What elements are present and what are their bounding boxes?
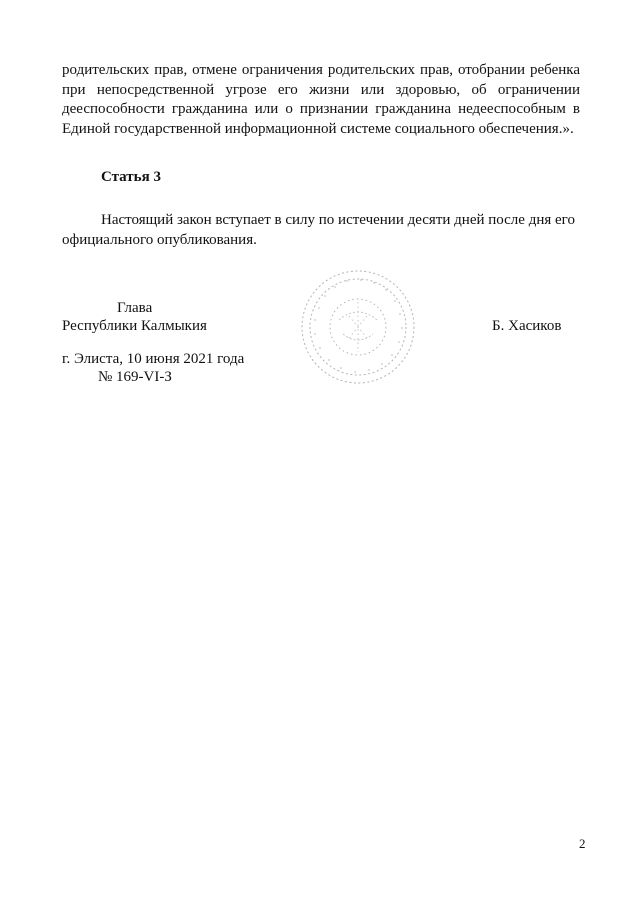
article-title: Статья 3 bbox=[101, 169, 161, 185]
article-body bbox=[62, 211, 580, 250]
paragraph-line: родительских прав, отмене ограничения родительских прав, отобрании ребенка bbox=[62, 62, 580, 78]
paragraph-line: при непосредственной угрозе его жизни или здоровью, об ограничении bbox=[62, 81, 580, 98]
signatory-name: Б. Хасиков bbox=[492, 318, 562, 334]
continued-paragraph bbox=[62, 61, 580, 139]
official-seal-stamp bbox=[299, 268, 417, 386]
paragraph-line: Единой государственной информационной системе социального обеспечения.». bbox=[62, 120, 574, 137]
place-and-date: г. Элиста, 10 июня 2021 года bbox=[62, 351, 245, 367]
page-number: 2 bbox=[579, 836, 586, 851]
signatory-region: Республики Калмыкия bbox=[62, 318, 207, 334]
law-number: № 169-VI-З bbox=[98, 369, 172, 385]
paragraph-line: официального опубликования. bbox=[62, 231, 257, 248]
paragraph-line: Настоящий закон вступает в силу по истечении десяти дней после дня его bbox=[101, 212, 575, 228]
signatory-title: Глава bbox=[117, 300, 153, 316]
paragraph-line: дееспособности гражданина или о признании гражданина недееспособным в bbox=[62, 101, 580, 117]
seal-icon bbox=[299, 268, 417, 386]
